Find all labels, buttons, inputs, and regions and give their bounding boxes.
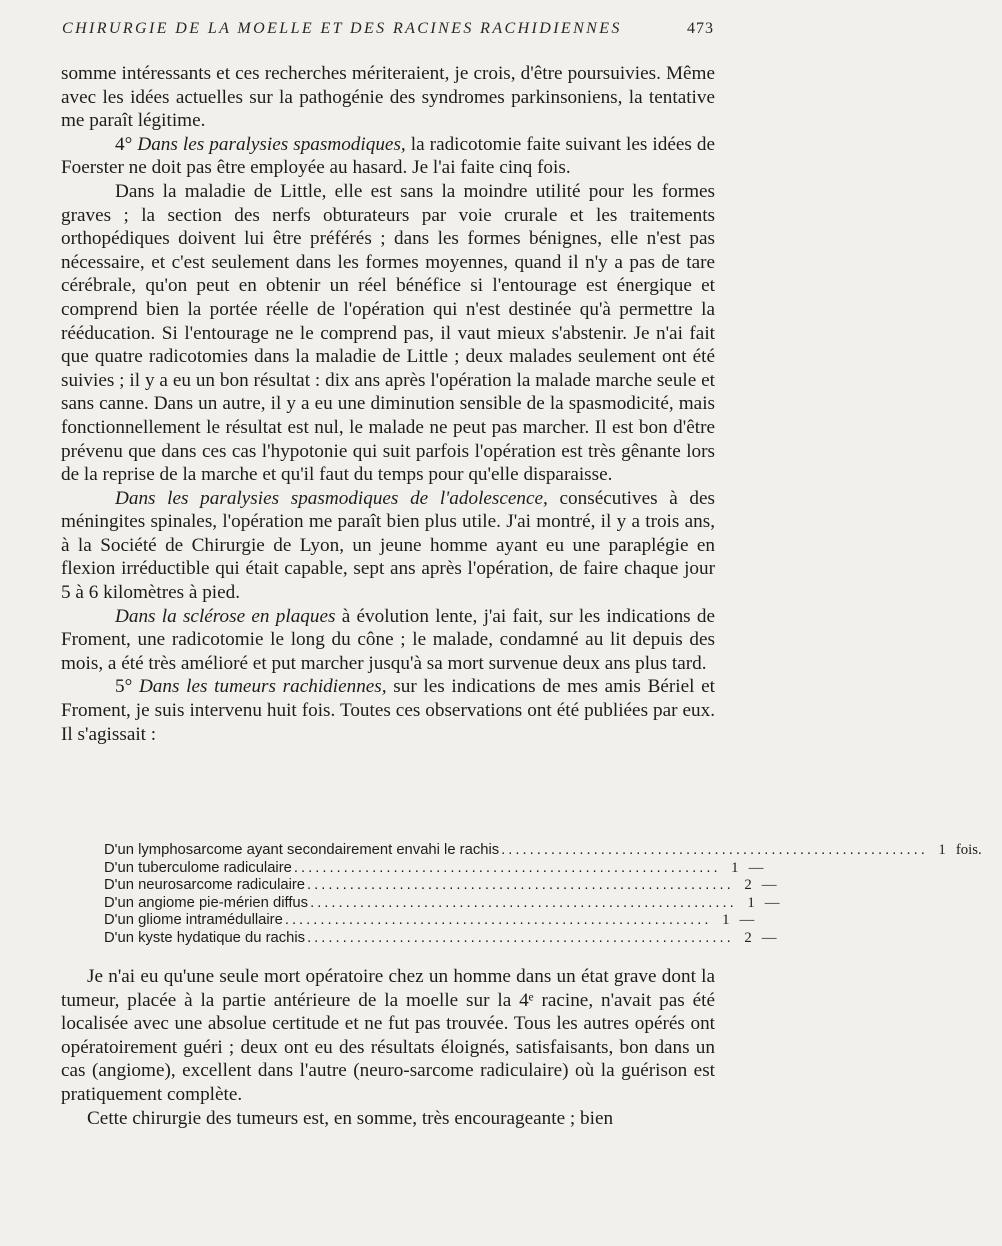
- tumor-list-row: [104, 912, 755, 930]
- leader-dots: ............................................................: [310, 894, 737, 911]
- paragraph-text: consécutives à des méningites spinales, l'opération me paraît bien plus utile. J'ai montré, il y a trois ans, à la Société de Chirurgie de Lyon, un jeune homme ayant eu une paraplégie en flexion irréductible qui était capable, sept ans après l'opération, de faire chaque jour 5 à 6 kilomètres à pied.: [61, 487, 715, 604]
- paragraph-sclerosis: [61, 605, 715, 676]
- running-title: CHIRURGIE DE LA MOELLE ET DES RACINES RACHIDIENNES: [62, 20, 622, 37]
- tumor-list-row: [104, 842, 982, 860]
- paragraph-conclusion: Cette chirurgie des tumeurs est, en somme, très encourageante ; bien: [87, 1107, 614, 1129]
- paragraph-continuation: somme intéressants et ces recherches mériteraient, je crois, d'être poursuivies. Même avec les idées actuelles sur la pathogénie des syndromes parkinsoniens, la tentative me paraît légitime.: [61, 63, 715, 132]
- paragraph-spasmodic-paralysis: [61, 133, 715, 180]
- paragraph-text: sur les indications de mes amis Bériel et Froment, je suis intervenu huit fois. Toutes ces observations ont été publiées par eux. Il s'agissait :: [61, 676, 715, 745]
- page-header: [62, 20, 714, 44]
- italic-heading: Dans les paralysies spasmodiques de l'adolescence,: [115, 487, 548, 509]
- paragraph-little-disease: Dans la maladie de Little, elle est sans la moindre utilité pour les formes graves ; la section des nerfs obturateurs par voie crurale et les traitements orthopédiques doivent lui être préférés ; dans les formes bénignes, elle n'est pas nécessaire, et c'est seulement dans les formes moyennes, quand il n'y a pas de tare cérébrale, qu'on peut en obtenir un réel bénéfice si l'entourage est énergique et comprend bien la portée réelle de l'opération qui n'est destinée qu'à permettre la rééducation. Si l'entourage ne le comprend pas, il vaut mieux s'abstenir. Je n'ai fait que quatre radicotomies dans la maladie de Little ; deux malades seulement ont été suivies ; il y a eu un bon résultat : dix ans après l'opération la malade marche seule et sans canne. Dans un autre, il y a eu une diminution sensible de la spasmodicité, mais fonctionnellement le résultat est nul, le malade ne peut pas marcher. Il est bon d'être prévenu que dans ces cas l'hypotonie qui suit parfois l'opération est très gênante lors de la reprise de la marche et qu'il faut du temps pour qu'elle disparaisse.: [61, 180, 715, 486]
- count-unit: —: [761, 877, 777, 894]
- italic-heading: Dans les paralysies spasmodiques,: [137, 133, 406, 155]
- leader-dots: ............................................................: [307, 877, 734, 894]
- case-count: 2: [744, 929, 752, 946]
- leader-dots: ............................................................: [293, 859, 721, 876]
- paragraph-adolescence: [61, 487, 715, 605]
- tumor-list-row: [104, 859, 764, 878]
- tumor-type: D'un angiome pie-mérien diffus: [104, 894, 309, 911]
- tumor-type: D'un neurosarcome radiculaire: [104, 877, 306, 894]
- count-unit: —: [764, 894, 780, 911]
- count-unit: —: [761, 929, 777, 946]
- paragraph-text: à évolution lente, j'ai fait, sur les indications de Froment, une radicotomie le long du cône ; le malade, condamné au lit depuis des mois, a été très amélioré et put marcher jusqu'à sa mort survenue deux ans plus tard.: [61, 605, 716, 674]
- case-count: 1: [722, 912, 730, 929]
- count-unit: —: [748, 859, 764, 876]
- page-number: 473: [687, 20, 714, 37]
- tumor-list-row: [104, 929, 777, 948]
- leader-dots: ............................................................: [501, 842, 928, 858]
- paragraph-outcomes: Je n'ai eu qu'une seule mort opératoire chez un homme dans un état grave dont la tumeur, placée à la partie antérieure de la moelle sur la 4ᵉ racine, n'avait pas été localisée avec une absolue certitude et ne fut pas trouvée. Tous les autres opérés ont opératoirement guéri ; deux ont eu des résultats éloignés, satisfaisants, bon dans un cas (angiome), excellent dans l'autre (neuro-sarcome radiculaire) où la guérison est pratiquement complète.: [61, 966, 715, 1105]
- case-count: 1: [938, 842, 946, 858]
- tumor-type: D'un tuberculome radiculaire: [104, 859, 292, 876]
- italic-heading: Dans la sclérose en plaques: [115, 605, 336, 627]
- paragraph-text: la radicotomie faite suivant les idées de Foerster ne doit pas être employée au hasard. Je l'ai faite cinq fois.: [61, 133, 715, 179]
- case-count: 2: [744, 877, 752, 894]
- tumor-list-row: [104, 877, 777, 895]
- count-unit: fois.: [955, 842, 982, 858]
- tumor-type: D'un kyste hydatique du rachis: [104, 929, 306, 946]
- case-count: 1: [747, 894, 755, 911]
- main-text: [61, 62, 715, 746]
- closing-text: [61, 965, 715, 1130]
- section-number: 5°: [115, 676, 139, 698]
- tumor-type: D'un gliome intramédullaire: [104, 912, 283, 929]
- leader-dots: ............................................................: [284, 912, 712, 929]
- tumor-list-row: [104, 894, 780, 913]
- paragraph-spinal-tumors: [61, 675, 715, 746]
- italic-heading: Dans les tumeurs rachidiennes,: [138, 676, 387, 698]
- leader-dots: ............................................................: [307, 929, 734, 946]
- count-unit: —: [739, 912, 755, 929]
- case-count: 1: [731, 859, 739, 876]
- tumor-type: D'un lymphosarcome ayant secondairement envahi le rachis: [104, 842, 500, 858]
- tumor-list: [104, 842, 982, 948]
- section-number: 4°: [115, 133, 138, 155]
